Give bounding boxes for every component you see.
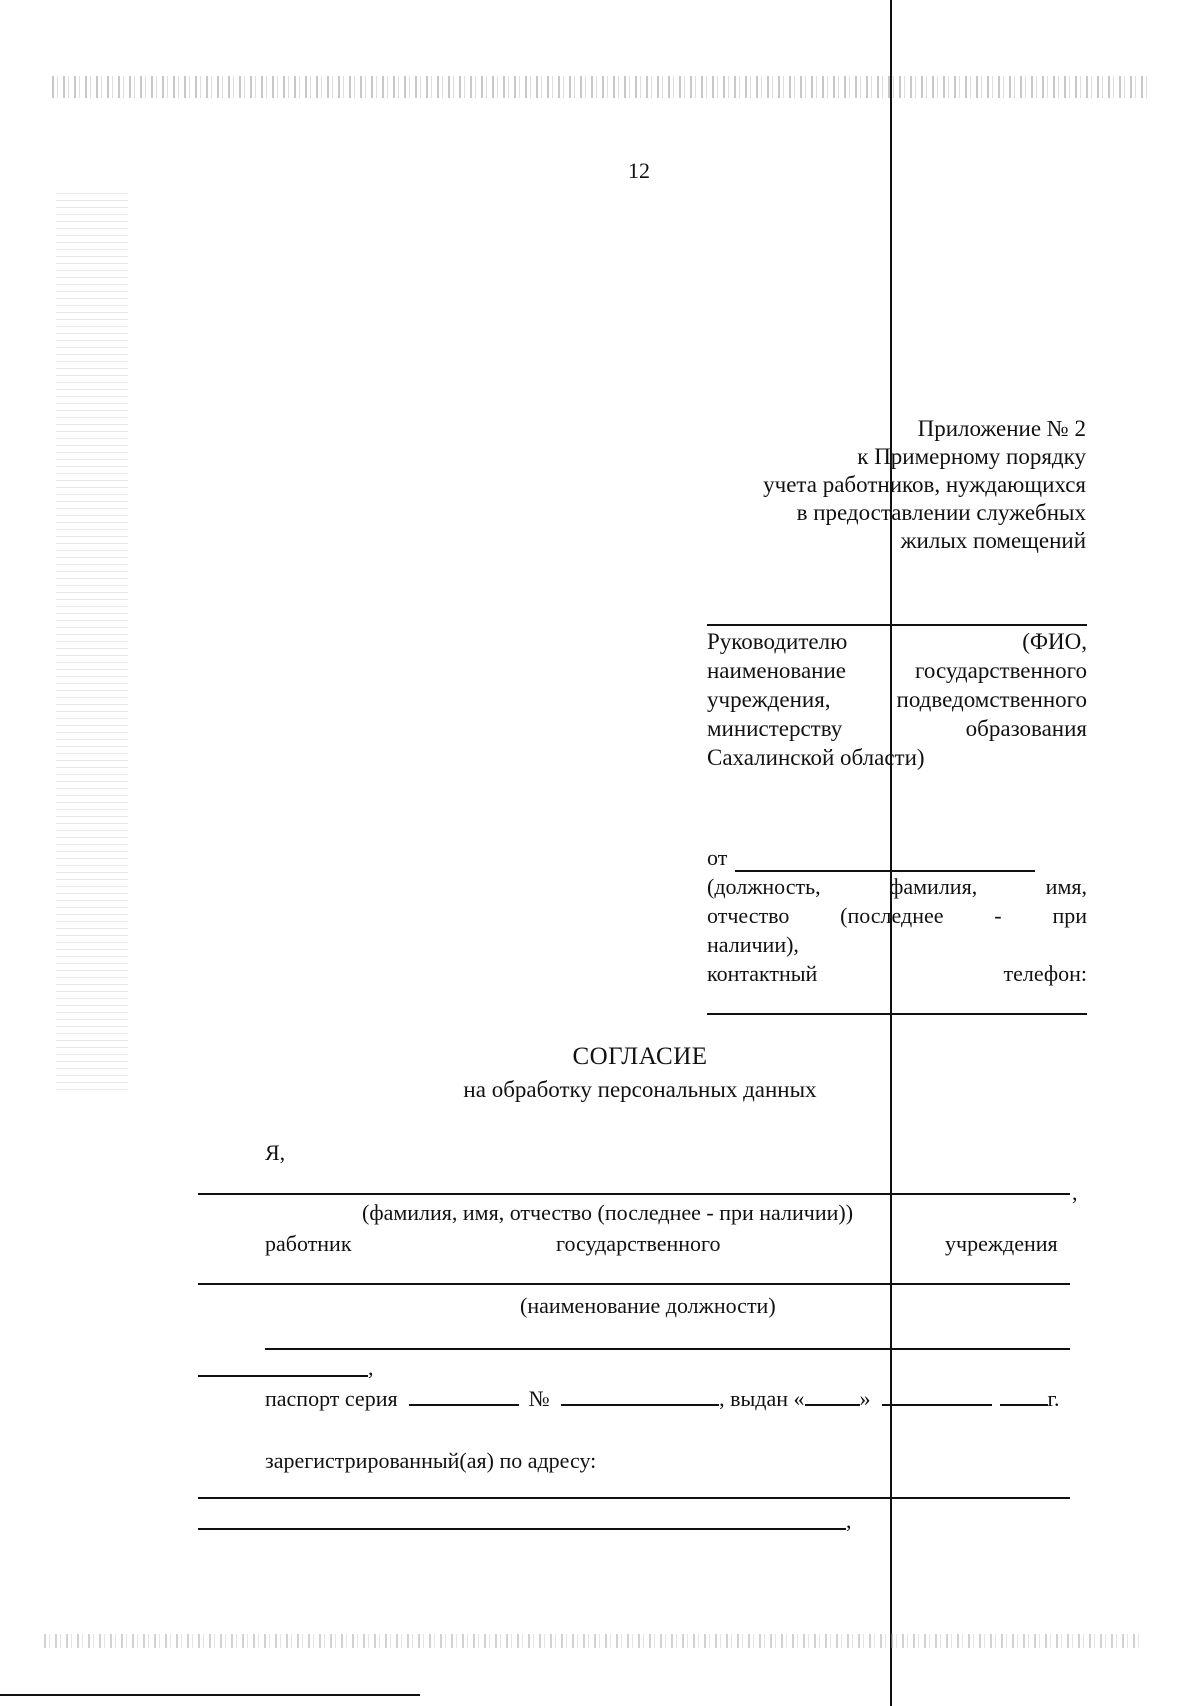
issue-month-field[interactable] [882, 1384, 992, 1406]
sender-caption-line: наличии), [707, 932, 799, 957]
fio-caption: (фамилия, имя, отчество (последнее - при наличии)) [362, 1200, 854, 1225]
appendix-line: Приложение № 2 [917, 416, 1086, 441]
position-field-line[interactable] [265, 1348, 1070, 1350]
scan-noise-top [52, 76, 1152, 98]
scan-bottom-line [0, 1694, 420, 1696]
passport-series-field[interactable] [409, 1384, 519, 1406]
quote-close: » [859, 1386, 871, 1411]
worker-label: работник [265, 1231, 352, 1256]
appendix-line: жилых помещений [900, 528, 1086, 553]
addressee-line: министерству образования [707, 716, 1087, 741]
passport-series-label: паспорт серия [265, 1386, 398, 1411]
appendix-line: к Примерному порядку [857, 444, 1086, 469]
comma: , [846, 1508, 852, 1533]
sender-caption-line: (должность, фамилия, имя, [707, 874, 1087, 899]
sender-caption-line: контактный телефон: [707, 961, 1087, 986]
addressee-line: Сахалинской области) [707, 745, 925, 770]
sender-block [707, 843, 1087, 988]
from-field[interactable] [735, 848, 1035, 872]
issue-day-field[interactable] [805, 1384, 860, 1406]
position-field-line-2[interactable] [198, 1375, 368, 1377]
comma: , [368, 1355, 374, 1380]
addressee-block [707, 627, 1087, 772]
institution-field-line[interactable] [198, 1283, 1070, 1285]
scan-noise-bottom [44, 1634, 1144, 1648]
comma: , [1072, 1180, 1078, 1205]
appendix-line: учета работников, нуждающихся [763, 472, 1086, 497]
from-row [707, 843, 1087, 872]
passport-number-field[interactable] [561, 1384, 719, 1406]
document-subtitle: на обработку персональных данных [463, 1077, 817, 1102]
sender-caption-line: отчество (последнее - при [707, 903, 1087, 928]
phone-field-line[interactable] [707, 1013, 1087, 1015]
scan-noise-left [56, 190, 128, 1090]
passport-row [265, 1384, 1060, 1412]
ya-label: Я, [265, 1140, 286, 1165]
fio-field-line[interactable] [198, 1193, 1070, 1195]
issued-label: , выдан « [719, 1386, 805, 1411]
number-sign: № [528, 1386, 550, 1411]
addressee-line: наименование государственного [707, 658, 1087, 683]
position-caption: (наименование должности) [520, 1293, 776, 1318]
address-field-line[interactable] [198, 1497, 1070, 1499]
appendix-header [666, 415, 1086, 555]
registered-label: зарегистрированный(ая) по адресу: [265, 1448, 597, 1473]
from-label: от [707, 845, 728, 870]
addressee-line: Руководителю (ФИО, [707, 629, 1087, 654]
addressee-line: учреждения, подведомственного [707, 687, 1087, 712]
page-number: 12 [628, 158, 650, 183]
issue-year-field[interactable] [1000, 1384, 1048, 1406]
worker-label-2: государственного [556, 1231, 721, 1256]
document-title: СОГЛАСИЕ [572, 1043, 708, 1070]
year-suffix: г. [1047, 1386, 1060, 1411]
address-field-line-2[interactable] [198, 1528, 846, 1530]
addressee-top-rule [707, 624, 1087, 626]
appendix-line: в предоставлении служебных [796, 500, 1086, 525]
worker-label-3: учреждения [945, 1231, 1058, 1256]
